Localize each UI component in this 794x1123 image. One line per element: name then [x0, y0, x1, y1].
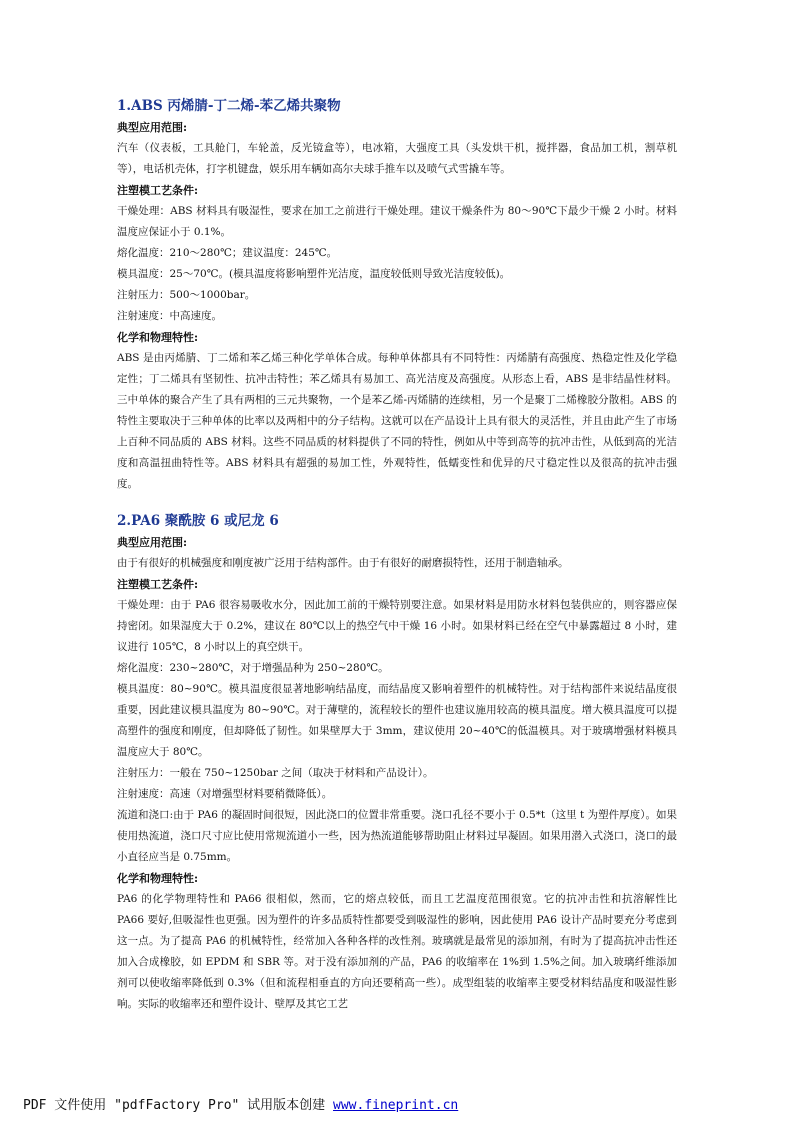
process-line: 熔化温度：210～280℃；建议温度：245℃。 — [117, 247, 338, 259]
process-heading: 注塑模工艺条件: — [117, 184, 199, 197]
properties-heading: 化学和物理特性: — [117, 872, 199, 885]
document-page — [117, 98, 677, 1015]
process-line: 注射压力：500～1000bar。 — [117, 289, 256, 301]
application-text: 汽车（仪表板，工具舱门，车轮盖，反光镜盒等），电冰箱，大强度工具（头发烘干机，搅拌器，食品加工机，割草机等），电话机壳体，打字机键盘，娱乐用车辆如高尔夫球手推车以及喷气式雪撬车等。 — [117, 142, 677, 175]
footer-link[interactable]: www.fineprint.cn — [333, 1098, 459, 1113]
application-heading: 典型应用范围: — [117, 536, 188, 549]
process-line: 模具温度：25～70℃。(模具温度将影响塑件光洁度，温度较低则导致光洁度较低)。 — [117, 268, 511, 280]
properties-text: PA6 的化学物理特性和 PA66 很相似，然而，它的熔点较低，而且工艺温度范围很宽。它的抗冲击性和抗溶解性比 PA66 要好,但吸湿性也更强。因为塑件的许多品质特性都要受到吸湿性的影响，因此使用 PA6 设计产品时要充分考虑到这一点。为了提高 PA6 的机械特性，经常加入各种各样的改性剂。玻璃就是最常见的添加剂，有时为了提高抗冲击性还加入合成橡胶，如 EPDM 和 SBR 等。对于没有添加剂的产品，PA6 的收缩率在 1%到 1.5%之间。加入玻璃纤维添加剂可以使收缩率降低到 0.3%（但和流程相垂直的方向还要稍高一些）。成型组装的收缩率主要受材料结晶度和吸湿性影响。实际的收缩率还和塑件设计、壁厚及其它工艺 — [117, 893, 677, 1010]
process-line: 注射速度：高速（对增强型材料要稍微降低）。 — [117, 788, 333, 800]
process-line: 注射压力：一般在 750~1250bar 之间（取决于材料和产品设计）。 — [117, 767, 434, 779]
process-line: 流道和浇口:由于 PA6 的凝固时间很短，因此浇口的位置非常重要。浇口孔径不要小于 0.5*t（这里 t 为塑件厚度）。如果使用热流道，浇口尺寸应比使用常规流道小一些，因为热流道能够帮助阻止材料过早凝固。如果用潜入式浇口，浇口的最小直径应当是 0.75mm。 — [117, 809, 677, 863]
process-line: 熔化温度：230~280℃，对于增强品种为 250~280℃。 — [117, 662, 389, 674]
process-line: 模具温度：80~90℃。模具温度很显著地影响结晶度，而结晶度又影响着塑件的机械特性。对于结构部件来说结晶度很重要，因此建议模具温度为 80~90℃。对于薄壁的，流程较长的塑件也建议施用较高的模具温度。增大模具温度可以提高塑件的强度和刚度，但却降低了韧性。如果壁厚大于 3mm，建议使用 20~40℃的低温模具。对于玻璃增强材料模具温度应大于 80℃。 — [117, 683, 677, 758]
section-abs — [117, 98, 677, 495]
section-title: 2.PA6 聚酰胺 6 或尼龙 6 — [117, 513, 279, 529]
process-heading: 注塑模工艺条件: — [117, 578, 199, 591]
section-title: 1.ABS 丙烯腈-丁二烯-苯乙烯共聚物 — [117, 98, 341, 114]
application-heading: 典型应用范围: — [117, 121, 188, 134]
application-text: 由于有很好的机械强度和刚度被广泛用于结构部件。由于有很好的耐磨损特性，还用于制造轴承。 — [117, 557, 569, 569]
section-pa6 — [117, 513, 677, 1015]
properties-text: ABS 是由丙烯腈、丁二烯和苯乙烯三种化学单体合成。每种单体都具有不同特性：丙烯腈有高强度、热稳定性及化学稳定性；丁二烯具有坚韧性、抗冲击特性；苯乙烯具有易加工、高光洁度及高强度。从形态上看，ABS 是非结晶性材料。三中单体的聚合产生了具有两相的三元共聚物，一个是苯乙烯-丙烯腈的连续相，另一个是聚丁二烯橡胶分散相。ABS 的特性主要取决于三种单体的比率以及两相中的分子结构。这就可以在产品设计上具有很大的灵活性，并且由此产生了市场上百种不同品质的 ABS 材料。这些不同品质的材料提供了不同的特性，例如从中等到高等的抗冲击性，从低到高的光洁度和高温扭曲特性等。ABS 材料具有超强的易加工性，外观特性，低蠕变性和优异的尺寸稳定性以及很高的抗冲击强度。 — [117, 352, 677, 490]
pdf-footer — [23, 1094, 458, 1113]
process-line: 干燥处理：ABS 材料具有吸湿性，要求在加工之前进行干燥处理。建议干燥条件为 80～90℃下最少干燥 2 小时。材料温度应保证小于 0.1%。 — [117, 205, 677, 238]
process-line: 注射速度：中高速度。 — [117, 310, 222, 322]
properties-heading: 化学和物理特性: — [117, 331, 199, 344]
footer-text: PDF 文件使用 "pdfFactory Pro" 试用版本创建 — [23, 1098, 334, 1113]
process-line: 干燥处理：由于 PA6 很容易吸收水分，因此加工前的干燥特别要注意。如果材料是用防水材料包装供应的，则容器应保持密闭。如果湿度大于 0.2%，建议在 80℃以上的热空气中干燥 16 小时。如果材料已经在空气中暴露超过 8 小时，建议进行 105℃，8 小时以上的真空烘干。 — [117, 599, 677, 653]
